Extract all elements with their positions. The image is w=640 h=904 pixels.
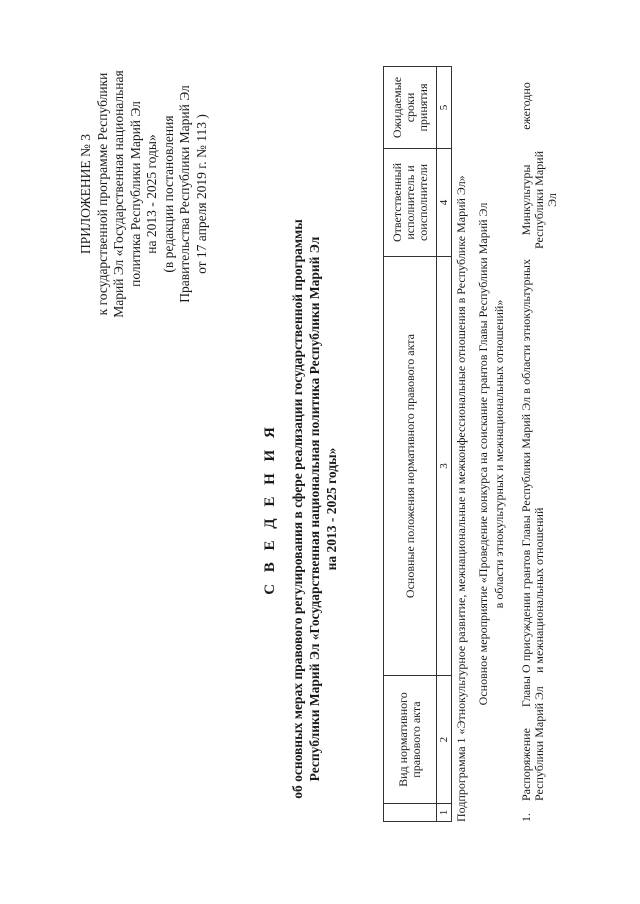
row-executor: Минкультуры Республики Марий Эл	[519, 150, 559, 250]
heading-line: Республики Марий Эл «Государственная национальная политика Республики Марий Эл	[307, 236, 322, 782]
column-number: 3	[437, 256, 452, 675]
appendix-line: политика Республики Марий Эл	[127, 101, 143, 287]
appendix-line: к государственной программе Республики	[94, 72, 110, 316]
row-provisions: О присуждении грантов Главы Республики Марий Эл в области этнокультурных и межнациональных отношений	[519, 259, 546, 673]
appendix-line: Правительства Республики Марий Эл	[177, 85, 192, 303]
header-cell-provisions: Основные положения нормативного правового акта	[384, 256, 437, 675]
column-number: 1	[437, 804, 452, 822]
appendix-block	[78, 44, 210, 344]
appendix-line: от 17 апреля 2019 г. № 113 )	[193, 114, 209, 274]
header-cell-act-type: Вид нормативного правового акта	[384, 676, 437, 804]
measures-table	[383, 66, 452, 822]
appendix-line: ПРИЛОЖЕНИЕ № 3	[78, 133, 93, 255]
header-cell-executor: Ответственный исполнитель и соисполнители	[384, 149, 437, 257]
heading-line: об основных мерах правового регулирования в сфере реализации государственной программы	[290, 219, 305, 799]
row-term: ежегодно	[519, 82, 533, 130]
subprogram-title: Подпрограмма 1 «Этнокультурное развитие, межнациональные и межконфессиональные отношения в Республике Марий Эл»	[454, 175, 468, 822]
table-header-row	[384, 67, 437, 822]
header-cell-number	[384, 804, 437, 822]
appendix-line: на 2013 - 2025 годы»	[144, 134, 159, 254]
appendix-line: Марий Эл «Государственная национальная	[111, 70, 126, 318]
row-act-type: Распоряжение Главы Республики Марий Эл	[519, 676, 546, 801]
document-title: С В Е Д Е Н И Я	[262, 423, 278, 595]
header-cell-term: Ожидаемые сроки принятия	[384, 67, 437, 149]
column-number: 5	[437, 67, 452, 149]
column-number: 4	[437, 149, 452, 257]
main-measure-line: в области этнокультурных и межнациональных отношений»	[492, 299, 506, 609]
document-heading	[262, 204, 340, 814]
appendix-line: (в редакции постановления	[160, 115, 176, 273]
heading-line: на 2013 - 2025 годы»	[324, 447, 339, 571]
row-number: 1.	[519, 813, 533, 822]
main-measure-line: Основное мероприятие «Проведение конкурса на соискание грантов Главы Республики Марий Эл	[476, 202, 490, 706]
column-number: 2	[437, 676, 452, 804]
table-number-row	[437, 67, 452, 822]
